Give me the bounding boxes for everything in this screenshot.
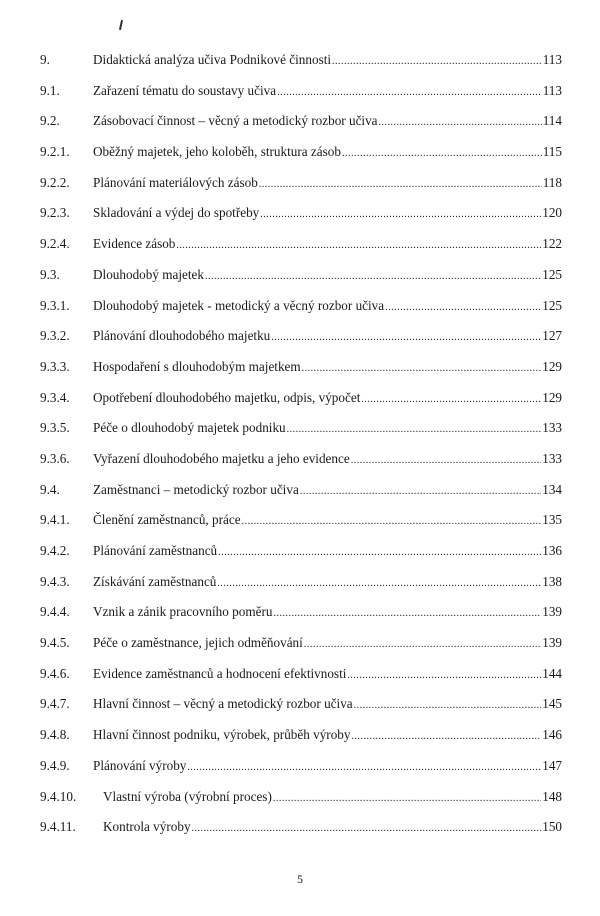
dot-leader <box>385 302 541 313</box>
dot-leader <box>300 486 541 497</box>
scan-mark <box>119 20 123 30</box>
dot-leader <box>260 209 541 220</box>
dot-leader <box>352 731 542 742</box>
toc-entry <box>40 175 562 206</box>
dot-leader <box>273 608 541 619</box>
toc-page: 118 <box>542 174 562 190</box>
toc-title: Členění zaměstnanců, práce <box>93 512 241 528</box>
dot-leader <box>287 424 542 435</box>
dot-leader <box>302 363 542 374</box>
toc-title: Hlavní činnost – věcný a metodický rozbor učiva <box>93 696 353 712</box>
toc-page: 122 <box>542 236 562 252</box>
toc-entry <box>40 543 562 574</box>
toc-entry <box>40 696 562 727</box>
toc-page: 120 <box>542 205 562 221</box>
dot-leader <box>354 700 542 711</box>
dot-leader <box>271 332 541 343</box>
toc-title: Zaměstnanci – metodický rozbor učiva <box>93 481 299 497</box>
toc-title: Kontrola výroby <box>103 819 191 835</box>
toc-number: 9.2.1. <box>40 144 70 160</box>
dot-leader <box>347 670 541 681</box>
toc-number: 9.4.6. <box>40 665 70 681</box>
dot-leader <box>379 117 542 128</box>
toc-entry <box>40 390 562 421</box>
toc-page: 113 <box>542 82 562 98</box>
toc-page: 115 <box>542 144 562 160</box>
toc-page: 129 <box>542 389 562 405</box>
toc-title: Plánování výroby <box>93 757 187 773</box>
toc-title: Didaktická analýza učiva Podnikové činnosti <box>93 52 332 67</box>
dot-leader <box>273 793 541 804</box>
toc-entry <box>40 819 562 850</box>
dot-leader <box>304 639 541 650</box>
toc-entry <box>40 236 562 267</box>
toc-title: Vyřazení dlouhodobého majetku a jeho evidence <box>93 450 350 466</box>
toc-number: 9.4.9. <box>40 757 70 773</box>
toc-title: Zásobovací činnost – věcný a metodický rozbor učiva <box>93 113 378 129</box>
toc-title: Péče o zaměstnance, jejich odměňování <box>93 635 303 651</box>
toc-entry <box>40 512 562 543</box>
toc-number: 9.2.4. <box>40 236 70 252</box>
toc-title: Skladování a výdej do spotřeby <box>93 205 260 221</box>
dot-leader <box>192 823 542 834</box>
toc-entry <box>40 420 562 451</box>
toc-title: Vznik a zánik pracovního poměru <box>93 604 273 620</box>
toc-page: 129 <box>542 358 562 374</box>
toc-title: Evidence zaměstnanců a hodnocení efektivnosti <box>93 665 347 681</box>
toc-number: 9.3.6. <box>40 450 70 466</box>
toc-page: 127 <box>542 328 562 344</box>
toc-number: 9.3.4. <box>40 389 70 405</box>
toc-entry <box>40 789 562 820</box>
toc-number: 9.4.5. <box>40 635 70 651</box>
toc-page: 134 <box>542 481 562 497</box>
toc-title: Hlavní činnost podniku, výrobek, průběh výroby <box>93 727 351 743</box>
toc-title: Plánování materiálových zásob <box>93 174 258 190</box>
toc-entry <box>40 267 562 298</box>
toc-entry <box>40 482 562 513</box>
dot-leader <box>342 148 542 159</box>
toc-title: Dlouhodobý majetek <box>93 266 204 282</box>
dot-leader <box>176 240 541 251</box>
dot-leader <box>277 87 542 98</box>
toc-number: 9.2.3. <box>40 205 70 221</box>
toc-page: 133 <box>542 450 562 466</box>
toc-number: 9.3.3. <box>40 358 70 374</box>
toc-entry <box>40 144 562 175</box>
toc-number: 9.4.8. <box>40 727 70 743</box>
toc-entry <box>40 451 562 482</box>
dot-leader <box>187 762 541 773</box>
toc-number: 9.1. <box>40 82 60 98</box>
toc-number: 9.2. <box>40 113 60 129</box>
toc-number: 9.4.2. <box>40 543 70 558</box>
toc-page: 144 <box>542 665 562 681</box>
toc-page: 139 <box>542 604 562 620</box>
toc-entry <box>40 113 562 144</box>
toc-title: Zařazení tématu do soustavy učiva <box>93 82 277 98</box>
toc-title: Získávání zaměstnanců <box>93 573 217 589</box>
toc-title: Evidence zásob <box>93 236 176 252</box>
toc-page: 133 <box>542 420 562 436</box>
toc-entry <box>40 359 562 390</box>
toc-entry <box>40 727 562 758</box>
dot-leader <box>361 394 541 405</box>
toc-entry <box>40 758 562 789</box>
toc-page: 139 <box>542 635 562 651</box>
toc-entry <box>40 666 562 697</box>
dot-leader <box>351 455 542 466</box>
toc-number: 9.4.10. <box>40 788 77 804</box>
table-of-contents <box>40 52 562 850</box>
dot-leader <box>259 179 542 190</box>
toc-entry <box>40 298 562 329</box>
toc-number: 9.4.1. <box>40 512 70 528</box>
toc-page: 125 <box>542 266 562 282</box>
toc-entry <box>40 328 562 359</box>
toc-page: 148 <box>542 788 562 804</box>
toc-title: Dlouhodobý majetek - metodický a věcný rozbor učiva <box>93 297 385 313</box>
dot-leader <box>332 56 542 67</box>
page-number: 5 <box>297 872 303 886</box>
toc-number: 9.4.11. <box>40 819 76 835</box>
toc-number: 9. <box>40 52 50 67</box>
toc-title: Vlastní výroba (výrobní proces) <box>103 788 272 804</box>
toc-number: 9.3.5. <box>40 420 70 436</box>
toc-page: 113 <box>542 52 562 67</box>
toc-page: 114 <box>542 113 562 129</box>
toc-entry <box>40 635 562 666</box>
toc-title: Plánování dlouhodobého majetku <box>93 328 271 344</box>
toc-page: 145 <box>542 696 562 712</box>
toc-number: 9.4. <box>40 481 60 497</box>
toc-number: 9.4.7. <box>40 696 70 712</box>
toc-page: 150 <box>542 819 562 835</box>
toc-page: 146 <box>542 727 562 743</box>
toc-title: Plánování zaměstnanců <box>93 543 218 558</box>
dot-leader <box>242 516 542 527</box>
dot-leader <box>205 271 541 282</box>
toc-number: 9.2.2. <box>40 174 70 190</box>
toc-entry <box>40 205 562 236</box>
dot-leader <box>217 578 541 589</box>
toc-number: 9.4.3. <box>40 573 70 589</box>
toc-number: 9.3. <box>40 266 60 282</box>
toc-page: 147 <box>542 757 562 773</box>
toc-title: Hospodaření s dlouhodobým majetkem <box>93 358 301 374</box>
toc-title: Oběžný majetek, jeho koloběh, struktura zásob <box>93 144 341 160</box>
toc-number: 9.4.4. <box>40 604 70 620</box>
toc-number: 9.3.2. <box>40 328 70 344</box>
toc-page: 125 <box>542 297 562 313</box>
dot-leader <box>218 547 541 558</box>
toc-entry <box>40 52 562 83</box>
toc-page: 138 <box>542 573 562 589</box>
toc-entry <box>40 574 562 605</box>
toc-entry <box>40 83 562 114</box>
toc-page: 136 <box>542 543 562 558</box>
toc-title: Péče o dlouhodobý majetek podniku <box>93 420 286 436</box>
toc-number: 9.3.1. <box>40 297 70 313</box>
toc-entry <box>40 604 562 635</box>
toc-page: 135 <box>542 512 562 528</box>
toc-title: Opotřebení dlouhodobého majetku, odpis, výpočet <box>93 389 361 405</box>
